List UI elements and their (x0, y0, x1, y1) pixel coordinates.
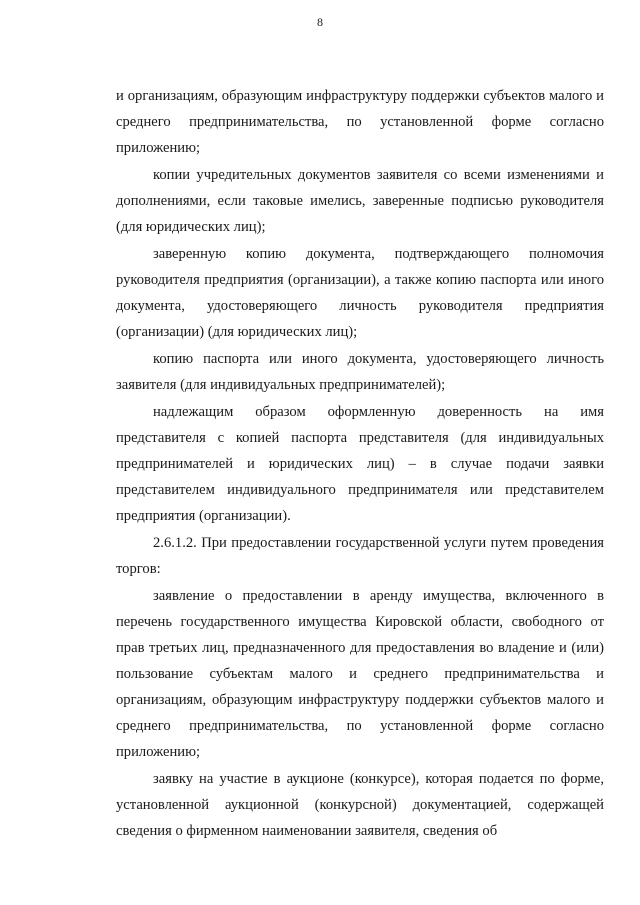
paragraph-continuation: и организациям, образующим инфраструктуру поддержки субъектов малого и среднего предпринимательства, по установленной форме согласно приложению; (116, 88, 604, 156)
paragraph-director-authority: заверенную копию документа, подтверждающего полномочия руководителя предприятия (организации), а также копию паспорта или иного документа, удостоверяющего личность руководителя предприятия (организации) (для юридических лиц); (116, 246, 604, 340)
paragraph-power-of-attorney: надлежащим образом оформленную доверенность на имя представителя с копией паспорта представителя (для индивидуальных предпринимателей и юридических лиц) – в случае подачи заявки представителем индивидуального предпринимателя или представителем предприятия (организации). (116, 404, 604, 524)
document-body (116, 83, 604, 845)
paragraph-entrepreneur-passport: копию паспорта или иного документа, удостоверяющего личность заявителя (для индивидуальных предпринимателей); (116, 351, 604, 393)
paragraph-founding-documents: копии учредительных документов заявителя со всеми изменениями и дополнениями, если таковые имелись, заверенные подписью руководителя (для юридических лиц); (116, 167, 604, 235)
paragraph-auction-bid: заявку на участие в аукционе (конкурсе), которая подается по форме, установленной аукционной (конкурсной) документацией, содержащей сведения о фирменном наименовании заявителя, сведения об (116, 771, 604, 839)
paragraph-lease-application: заявление о предоставлении в аренду имущества, включенного в перечень государственного имущества Кировской области, свободного от прав третьих лиц, предназначенного для предоставления во владение и (или) пользование субъектам малого и среднего предпринимательства и организациям, образующим инфраструктуру поддержки субъектов малого и среднего предпринимательства, по установленной форме согласно приложению; (116, 588, 604, 760)
page-number: 8 (317, 15, 323, 29)
paragraph-section-heading: 2.6.1.2. При предоставлении государственной услуги путем проведения торгов: (116, 535, 604, 577)
